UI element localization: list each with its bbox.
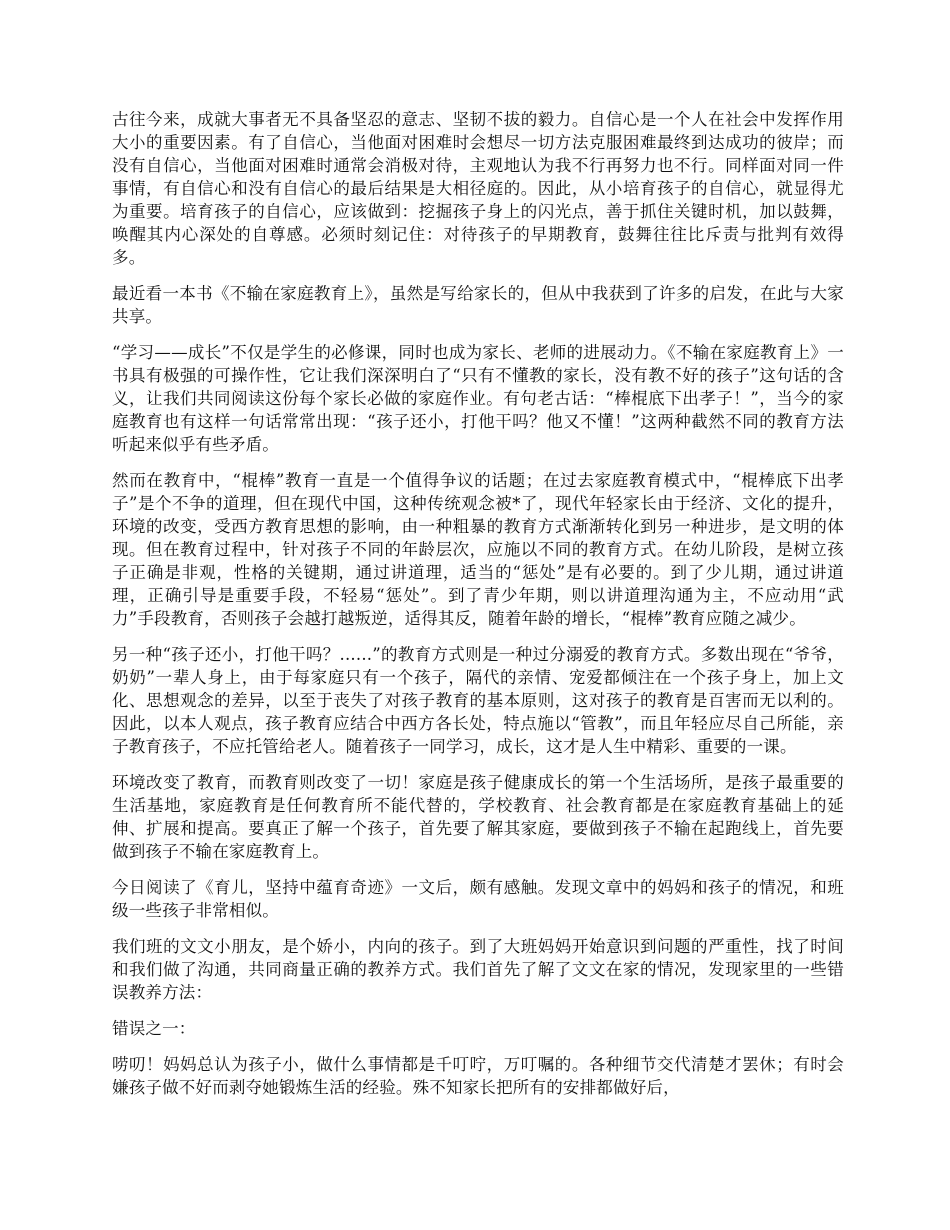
paragraph: 今日阅读了《育儿，坚持中蕴育奇迹》一文后，颇有感触。发现文章中的妈妈和孩子的情况，和班级一些孩子非常相似。 — [112, 878, 844, 920]
paragraph: 另一种“孩子还小，打他干吗？......”的教育方式则是一种过分溺爱的教育方式。多数出现在“爷爷，奶奶”一辈人身上，由于每家庭只有一个孩子，隔代的亲情、宠爱都倾注在一个孩子身上，加上文化、思想观念的差异，以至于丧失了对孩子教育的基本原则，这对孩子的教育是百害而无以利的。因此，以本人观点，孩子教育应结合中西方各长处，特点施以“管教”，而且年轻应尽自己所能，亲子教育孩子，不应托管给老人。随着孩子一同学习，成长，这才是人生中精彩、重要的一课。 — [112, 645, 844, 756]
section-label: 错误之一： — [112, 1019, 196, 1038]
paragraph: 我们班的文文小朋友，是个娇小，内向的孩子。到了大班妈妈开始意识到问题的严重性，找了时间和我们做了沟通，共同商量正确的教养方式。我们首先了解了文文在家的情况，发现家里的一些错误教养方法： — [112, 937, 844, 1002]
paragraph: 然而在教育中，“棍棒”教育一直是一个值得争议的话题；在过去家庭教育模式中，“棍棒底下出孝子”是个不争的道理，但在现代中国，这种传统观念被*了，现代年轻家长由于经济、文化的提升，环境的改变，受西方教育思想的影响，由一种粗暴的教育方式渐渐转化到另一种进步，是文明的体现。但在教育过程中，针对孩子不同的年龄层次，应施以不同的教育方式。在幼儿阶段，是树立孩子正确是非观，性格的关键期，通过讲道理，适当的“惩处”是有必要的。到了少儿期，通过讲道理，正确引导是重要手段，不轻易“惩处”。到了青少年期，则以讲道理沟通为主，不应动用“武力”手段教育，否则孩子会越打越叛逆，适得其反，随着年龄的增长，“棍棒”教育应随之减少。 — [112, 471, 844, 628]
paragraph: 古往今来，成就大事者无不具备坚忍的意志、坚韧不拔的毅力。自信心是一个人在社会中发挥作用大小的重要因素。有了自信心，当他面对困难时会想尽一切方法克服困难最终到达成功的彼岸；而没有自信心，当他面对困难时通常会消极对待，主观地认为我不行再努力也不行。同样面对同一件事情，有自信心和没有自信心的最后结果是大相径庭的。因此，从小培育孩子的自信心，就显得尤为重要。培育孩子的自信心，应该做到：挖掘孩子身上的闪光点，善于抓住关键时机，加以鼓舞，唤醒其内心深处的自尊感。必须时刻记住：对待孩子的早期教育，鼓舞往往比斥责与批判有效得多。 — [112, 110, 844, 267]
document-page — [112, 108, 844, 1112]
paragraph: 环境改变了教育，而教育则改变了一切！家庭是孩子健康成长的第一个生活场所，是孩子最重要的生活基地，家庭教育是任何教育所不能代替的，学校教育、社会教育都是在家庭教育基础上的延伸、扩展和提高。要真正了解一个孩子，首先要了解其家庭，要做到孩子不输在起跑线上，首先要做到孩子不输在家庭教育上。 — [112, 773, 844, 861]
paragraph: 唠叨！妈妈总认为孩子小，做什么事情都是千叮咛，万叮嘱的。各种细节交代清楚才罢休；有时会嫌孩子做不好而剥夺她锻炼生活的经验。殊不知家长把所有的安排都做好后， — [112, 1055, 844, 1097]
paragraph: “学习——成长”不仅是学生的必修课，同时也成为家长、老师的进展动力。《不输在家庭教育上》一书具有极强的可操作性，它让我们深深明白了“只有不懂教的家长，没有教不好的孩子”这句话的含义，让我们共同阅读这份每个家长必做的家庭作业。有句老古话：“棒棍底下出孝子！”，当今的家庭教育也有这样一句话常常出现：“孩子还小，打他干吗？他又不懂！”这两种截然不同的教育方法听起来似乎有些矛盾。 — [112, 343, 844, 454]
paragraph: 最近看一本书《不输在家庭教育上》，虽然是写给家长的，但从中我获到了许多的启发，在此与大家共享。 — [112, 284, 844, 326]
